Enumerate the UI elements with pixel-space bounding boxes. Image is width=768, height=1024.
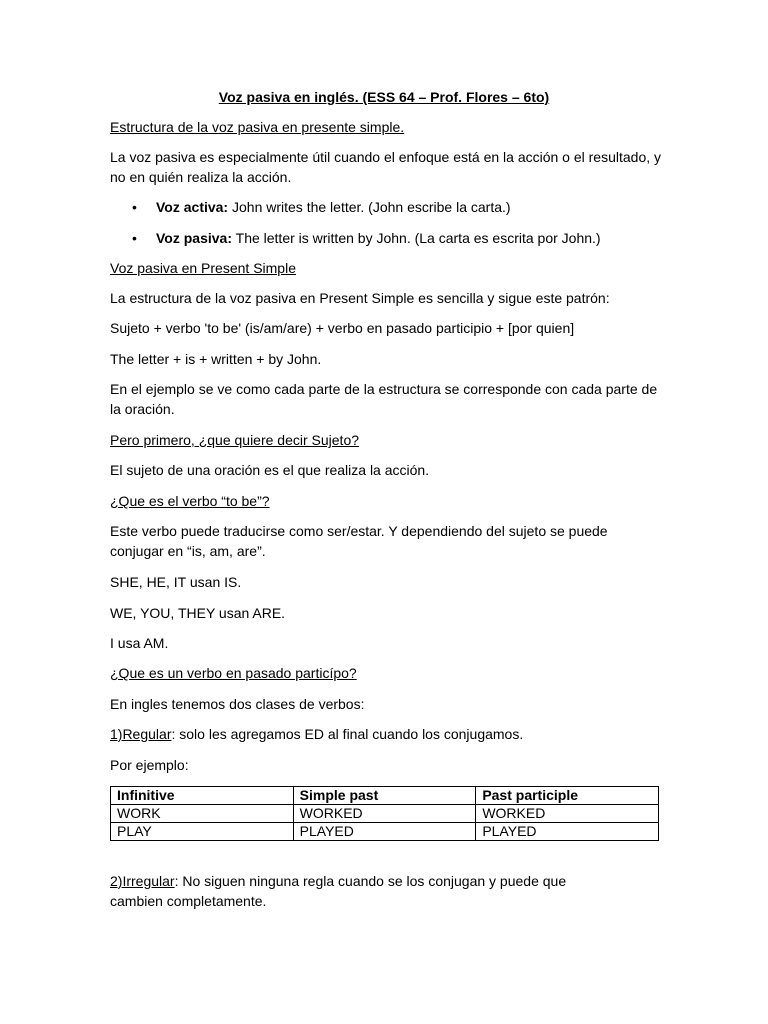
bullet-dot: • xyxy=(132,230,137,246)
table-cell: PLAYED xyxy=(293,823,476,841)
table-row xyxy=(111,823,659,841)
question-subject: Pero primero, ¿que quiere decir Sujeto? xyxy=(110,432,360,448)
section-heading-structure: Estructura de la voz pasiva en presente simple. xyxy=(110,119,405,135)
table-cell: WORKED xyxy=(476,805,659,823)
irregular-text: : No siguen ninguna regla cuando se los conjugan y puede que cambien completamente. xyxy=(110,873,567,909)
bullet-text: John writes the letter. (John escribe la carta.) xyxy=(228,199,511,215)
bullet-passive-voice xyxy=(156,228,601,248)
example-line: The letter + is + written + by John. xyxy=(110,351,322,367)
rule-am: I usa AM. xyxy=(110,635,169,651)
bullet-text: The letter is written by John. (La carta es escrita por John.) xyxy=(232,230,601,246)
verb-table xyxy=(110,786,659,841)
table-cell: WORK xyxy=(111,805,294,823)
table-row xyxy=(111,805,659,823)
rule-is: SHE, HE, IT usan IS. xyxy=(110,574,242,590)
table-header: Infinitive xyxy=(111,787,294,805)
regular-label: 1)Regular xyxy=(110,726,172,742)
answer-to-be: Este verbo puede traducirse como ser/estar. Y dependiendo del sujeto se puede conjugar en “is, am, are”. xyxy=(110,523,608,559)
regular-text: : solo les agregamos ED al final cuando los conjugamos. xyxy=(171,726,524,742)
regular-verbs-line xyxy=(110,724,662,744)
section-heading-present-simple: Voz pasiva en Present Simple xyxy=(110,260,296,276)
example-label: Por ejemplo: xyxy=(110,757,189,773)
table-header: Past participle xyxy=(476,787,659,805)
table-cell: PLAYED xyxy=(476,823,659,841)
document-title: Voz pasiva en inglés. (ESS 64 – Prof. Flores – 6to) xyxy=(218,89,550,105)
irregular-verbs-line xyxy=(110,871,620,911)
formula-line: Sujeto + verbo 'to be' (is/am/are) + verbo en pasado participio + [por quien] xyxy=(110,320,575,336)
bullet-label: Voz pasiva: xyxy=(156,230,232,246)
question-to-be: ¿Que es el verbo “to be”? xyxy=(110,493,270,509)
bullet-label: Voz activa: xyxy=(156,199,229,215)
table-header-row xyxy=(111,787,659,805)
structure-paragraph: La estructura de la voz pasiva en Present Simple es sencilla y sigue este patrón: xyxy=(110,290,610,306)
answer-participle: En ingles tenemos dos clases de verbos: xyxy=(110,696,365,712)
table-header: Simple past xyxy=(293,787,476,805)
question-participle: ¿Que es un verbo en pasado particípo? xyxy=(110,665,357,681)
bullet-active-voice xyxy=(156,197,511,217)
intro-paragraph: La voz pasiva es especialmente útil cuando el enfoque está en la acción o el resultado, y no en quién realiza la acción. xyxy=(110,149,662,185)
example-explanation: En el ejemplo se ve como cada parte de la estructura se corresponde con cada parte de la oración. xyxy=(110,381,658,417)
table-cell: PLAY xyxy=(111,823,294,841)
rule-are: WE, YOU, THEY usan ARE. xyxy=(110,605,286,621)
bullet-dot: • xyxy=(132,199,137,215)
answer-subject: El sujeto de una oración es el que realiza la acción. xyxy=(110,462,430,478)
irregular-label: 2)Irregular xyxy=(110,873,175,889)
table-cell: WORKED xyxy=(293,805,476,823)
